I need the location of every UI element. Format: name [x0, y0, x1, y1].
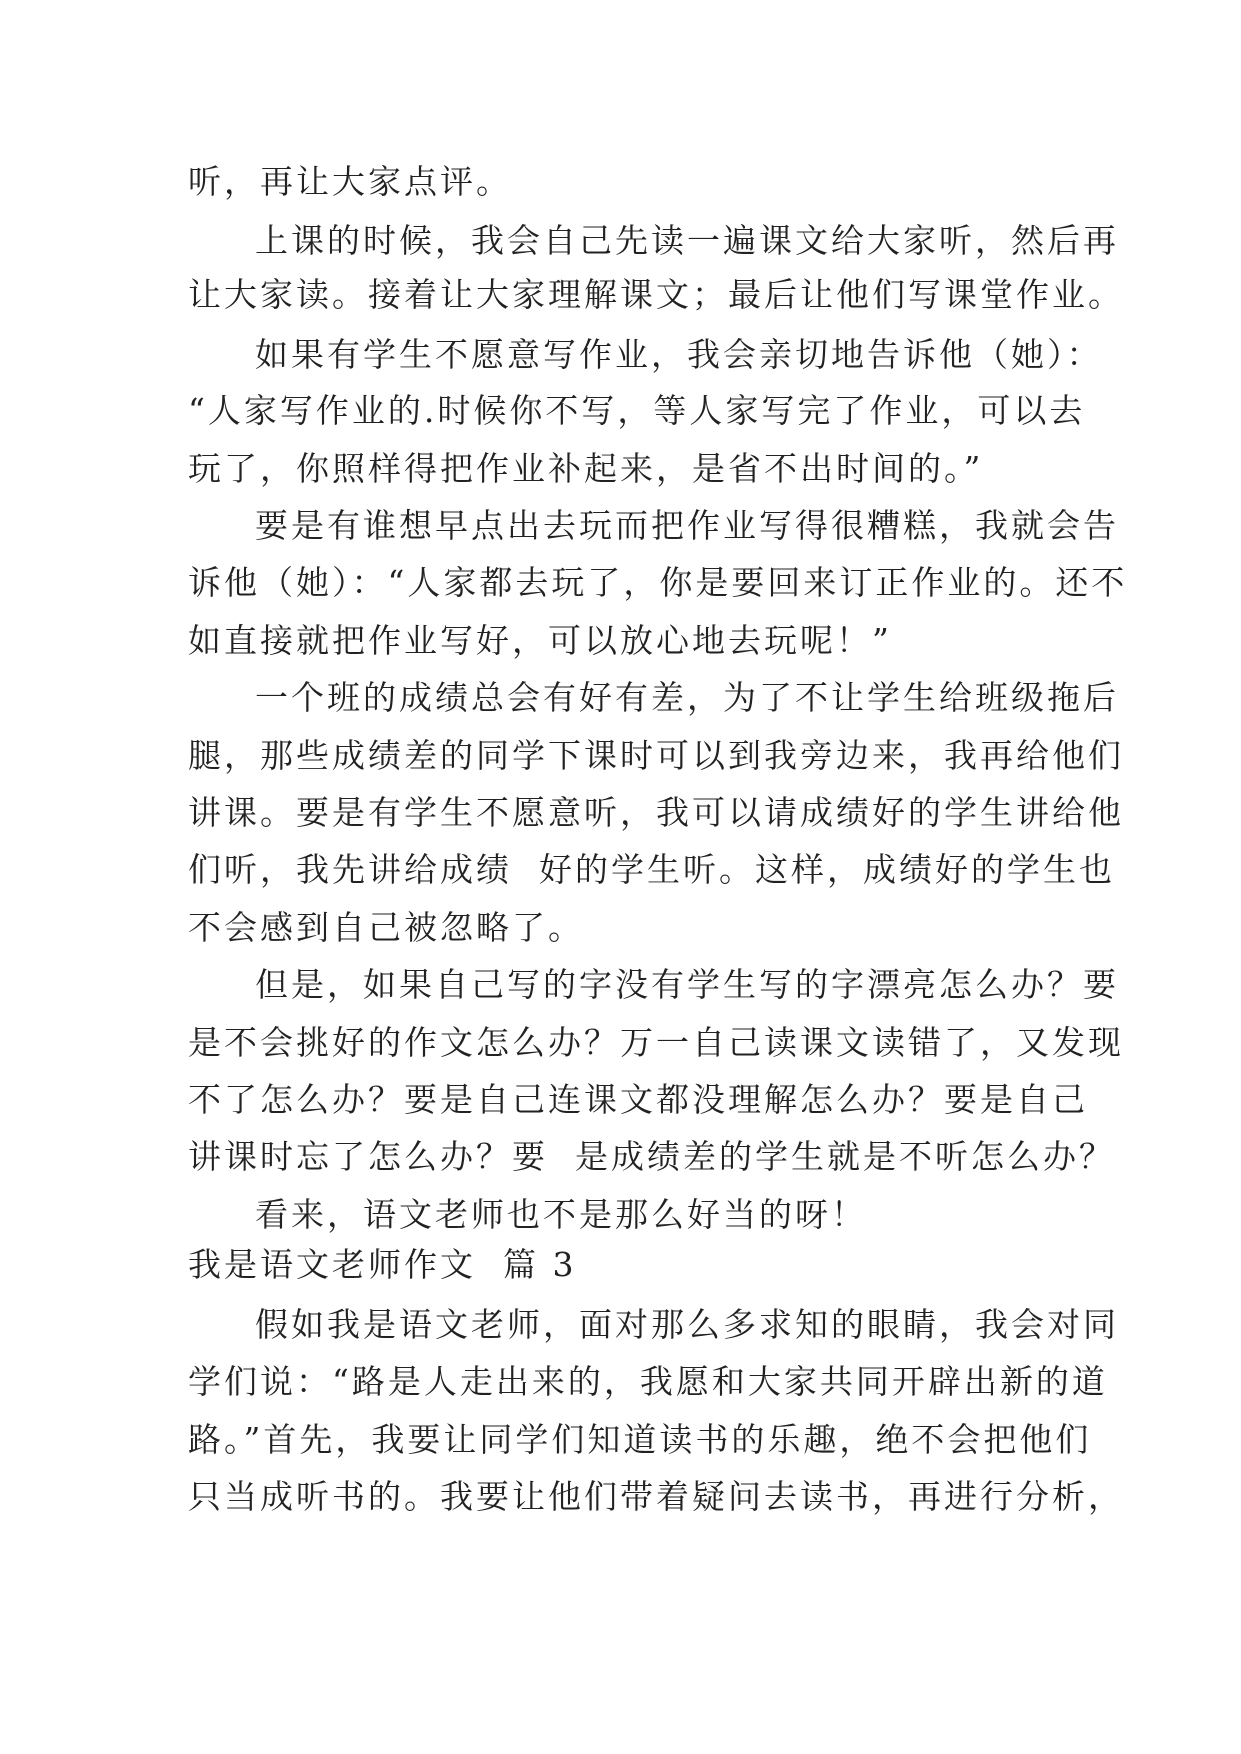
text-line: 不了怎么办？要是自己连课文都没理解怎么办？要是自己: [188, 1080, 1088, 1119]
text-line: 看来，语文老师也不是那么好当的呀！: [255, 1195, 867, 1234]
text-line: 是不会挑好的作文怎么办？万一自己读课文读错了，又发现: [188, 1023, 1124, 1062]
text-line: 玩了，你照样得把作业补起来，是省不出时间的。”: [188, 449, 984, 488]
text-line: 如果有学生不愿意写作业，我会亲切地告诉他（她）：: [255, 335, 1103, 374]
text-line: 只当成听书的。我要让他们带着疑问去读书，再进行分析，: [188, 1477, 1124, 1516]
text-line: 如直接就把作业写好，可以放心地去玩呢！”: [188, 621, 892, 660]
text-line: “人家写作业的.时候你不写，等人家写完了作业，可以去: [188, 391, 1086, 430]
text-line: 一个班的成绩总会有好有差，为了不让学生给班级拖后: [255, 678, 1119, 717]
section-heading: 我是语文老师作文 篇 3: [188, 1245, 577, 1284]
text-line: 讲课。要是有学生不愿意听，我可以请成绩好的学生讲给他: [188, 793, 1124, 832]
text-line: 假如我是语文老师，面对那么多求知的眼睛，我会对同: [255, 1305, 1119, 1344]
text-line: 腿，那些成绩差的同学下课时可以到我旁边来，我再给他们: [188, 736, 1124, 775]
text-line: 要是有谁想早点出去玩而把作业写得很糟糕，我就会告: [255, 506, 1119, 545]
text-line: 上课的时候，我会自己先读一遍课文给大家听，然后再: [255, 221, 1119, 260]
text-line: 路。”首先，我要让同学们知道读书的乐趣，绝不会把他们: [188, 1420, 1092, 1459]
text-line: 们听，我先讲给成绩 好的学生听。这样，成绩好的学生也: [188, 850, 1115, 889]
text-line: 让大家读。接着让大家理解课文；最后让他们写课堂作业。: [188, 275, 1124, 314]
text-line: 但是，如果自己写的字没有学生写的字漂亮怎么办？要: [255, 965, 1119, 1004]
text-line: 学们说：“路是人走出来的，我愿和大家共同开辟出新的道: [188, 1362, 1108, 1401]
text-line: 听，再让大家点评。: [188, 162, 512, 201]
text-line: 讲课时忘了怎么办？要 是成绩差的学生就是不听怎么办？: [188, 1137, 1115, 1176]
text-line: 不会感到自己被忽略了。: [188, 908, 584, 947]
text-line: 诉他（她）：“人家都去玩了，你是要回来订正作业的。还不: [188, 563, 1128, 602]
